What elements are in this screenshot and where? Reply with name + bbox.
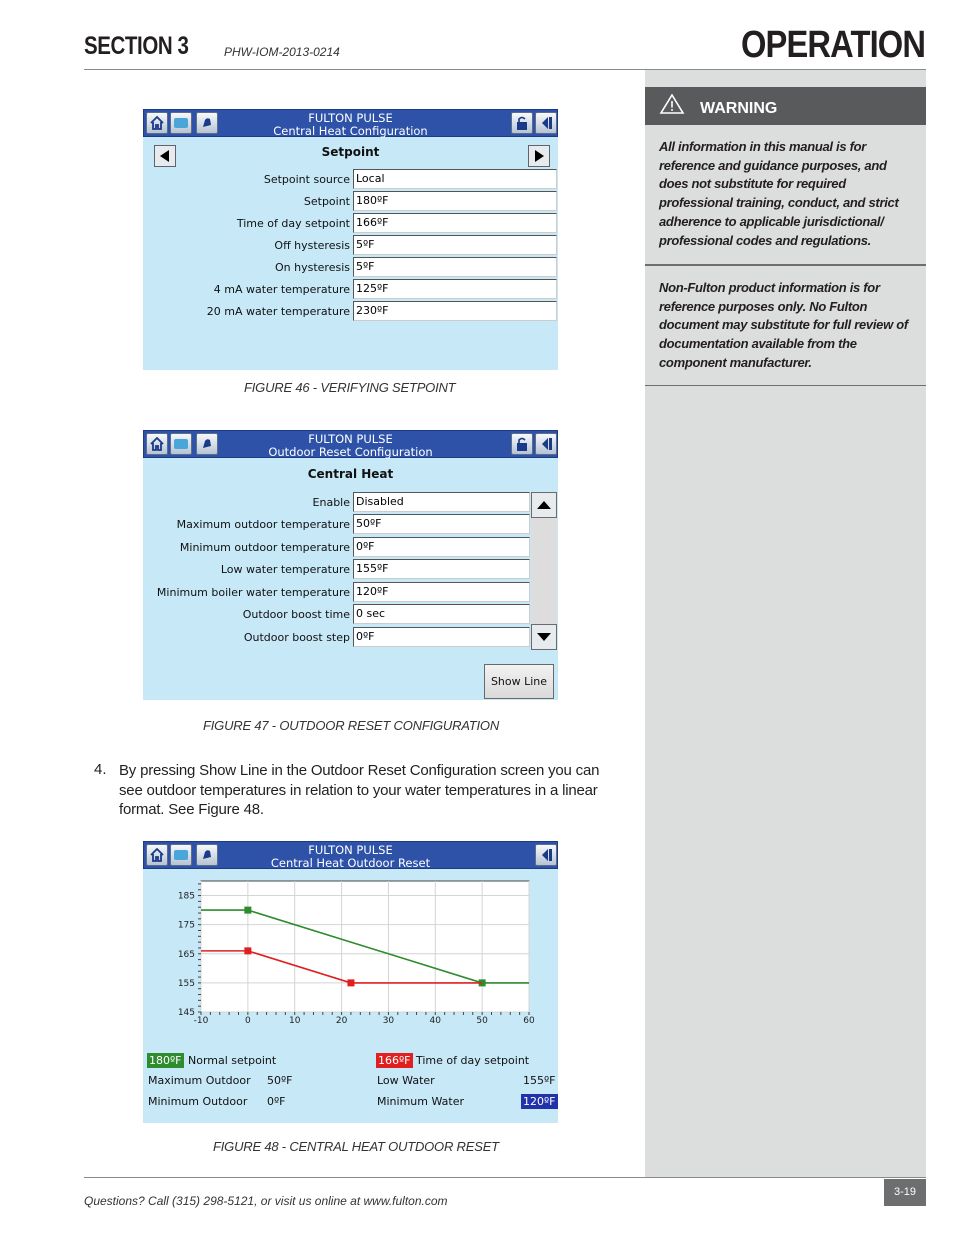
x-tick-label: 30 [382, 1016, 395, 1026]
x-tick-label: 40 [429, 1016, 442, 1026]
outdoor-reset-chart [171, 877, 535, 1029]
warning-banner [645, 87, 926, 125]
legend-value: 50ºF [267, 1074, 293, 1087]
setting-value-field[interactable]: 125ºF [353, 279, 557, 299]
figure-caption: FIGURE 47 - OUTDOOR RESET CONFIGURATION [203, 718, 500, 733]
warning-text: All information in this manual is for reference and guidance purposes, and does not substitute for required professional training, conduct, and strict adherence to applicable jurisdictional/ professional codes and regulations. [659, 139, 899, 248]
figure-48-screen [143, 841, 558, 1123]
screen-title-line-1: FULTON PULSE [308, 111, 393, 125]
min-water-value: 120ºF [523, 1095, 556, 1108]
back-icon[interactable] [535, 112, 557, 134]
legend-value: 0ºF [267, 1095, 286, 1108]
figure-caption: FIGURE 48 - CENTRAL HEAT OUTDOOR RESET [213, 1139, 499, 1154]
x-tick-label: -10 [193, 1016, 209, 1026]
x-tick-label: 0 [244, 1016, 251, 1026]
warning-label: WARNING [700, 100, 778, 117]
back-icon[interactable] [535, 433, 557, 455]
setting-value-field[interactable]: 180ºF [353, 191, 557, 211]
legend-label: Low Water [377, 1074, 435, 1087]
setting-label: On hysteresis [275, 261, 350, 274]
setting-value-field[interactable]: Local [353, 169, 557, 189]
setting-value-field[interactable]: 0ºF [353, 627, 530, 647]
x-tick-label: 10 [288, 1016, 301, 1026]
x-tick-label: 20 [335, 1016, 348, 1026]
legend-label: Normal setpoint [188, 1054, 277, 1067]
lock-icon[interactable] [511, 112, 533, 134]
sidebar-divider [645, 385, 926, 386]
y-tick-label: 165 [177, 949, 195, 960]
y-tick-label: 175 [177, 920, 195, 931]
figure-caption: FIGURE 46 - VERIFYING SETPOINT [244, 380, 456, 395]
x-tick-label: 50 [476, 1016, 488, 1026]
screen-title-line-2: Central Heat Configuration [273, 124, 428, 138]
y-tick-label: 185 [177, 891, 195, 902]
screen-titlebar [143, 109, 558, 137]
setting-value-field[interactable]: 5ºF [353, 257, 557, 277]
setting-value-field[interactable]: 120ºF [353, 582, 530, 602]
y-tick-label: 155 [177, 978, 195, 989]
sidebar-divider [645, 264, 926, 266]
figure-47-screen [143, 430, 558, 700]
lock-icon[interactable] [511, 433, 533, 455]
normal-setpoint-swatch: 180ºF [149, 1054, 182, 1067]
tod-setpoint-swatch: 166ºF [378, 1054, 411, 1067]
note-text: Non-Fulton product information is for reference purposes only. No Fulton document may substitute for full review of documentation available from the component manufacturer. [659, 280, 908, 370]
scroll-up-button[interactable] [531, 492, 557, 518]
setting-label: Enable [312, 496, 350, 509]
setting-label: Low water temperature [220, 563, 350, 576]
show-line-button[interactable]: Show Line [484, 664, 554, 699]
setting-label: Outdoor boost step [243, 631, 350, 644]
next-page-button[interactable] [528, 145, 550, 167]
screen-heading: Central Heat [307, 467, 394, 481]
screen-titlebar [143, 841, 558, 869]
screen-title-line-1: FULTON PULSE [308, 432, 393, 446]
legend-label: Maximum Outdoor [148, 1074, 251, 1087]
setting-label: Setpoint source [263, 173, 350, 186]
scroll-down-button[interactable] [531, 624, 557, 650]
screen-title-line-2: Outdoor Reset Configuration [268, 445, 433, 459]
step-text: By pressing Show Line in the Outdoor Reset Configuration screen you can see outdoor temperatures in relation to your water temperatures in a linear format. See Figure 48. [119, 762, 600, 818]
setting-label: Maximum outdoor temperature [176, 518, 350, 531]
figure-46-screen [143, 109, 558, 370]
setting-label: Off hysteresis [274, 239, 350, 252]
setting-label: Setpoint [303, 195, 350, 208]
setting-value-field[interactable]: 155ºF [353, 559, 530, 579]
setting-label: Outdoor boost time [242, 608, 350, 621]
screen-title-line-2: Central Heat Outdoor Reset [270, 856, 431, 870]
legend-value: 155ºF [523, 1074, 556, 1087]
section-label: SECTION 3 [84, 32, 189, 60]
setting-label: Minimum outdoor temperature [179, 541, 350, 554]
setting-value-field[interactable]: 5ºF [353, 235, 557, 255]
y-tick-label: 145 [177, 1008, 195, 1018]
data-point [244, 907, 251, 914]
data-point [244, 947, 251, 954]
setting-value-field[interactable]: 0ºF [353, 537, 530, 557]
screen-heading: Setpoint [321, 145, 380, 159]
setting-value-field[interactable]: 50ºF [353, 514, 530, 534]
setting-label: 20 mA water temperature [206, 305, 350, 318]
document-id: PHW-IOM-2013-0214 [224, 45, 340, 59]
legend-label: Time of day setpoint [416, 1054, 530, 1067]
setting-label: 4 mA water temperature [213, 283, 350, 296]
screen-title-line-1: FULTON PULSE [308, 843, 393, 857]
setting-label: Minimum boiler water temperature [156, 586, 350, 599]
x-tick-label: 60 [523, 1016, 535, 1026]
setting-label: Time of day setpoint [236, 217, 350, 230]
legend-label: Minimum Water [377, 1095, 464, 1108]
page-number: 3-19 [884, 1179, 926, 1206]
setting-value-field[interactable]: 230ºF [353, 301, 557, 321]
footer-divider [84, 1177, 926, 1178]
setting-value-field[interactable]: 166ºF [353, 213, 557, 233]
back-icon[interactable] [535, 844, 557, 866]
scrollbar[interactable] [531, 492, 557, 650]
screen-titlebar [143, 430, 558, 458]
setting-value-field[interactable]: Disabled [353, 492, 530, 512]
data-point [347, 979, 354, 986]
warning-icon [659, 93, 685, 120]
setting-value-field[interactable]: 0 sec [353, 604, 530, 624]
legend-label: Minimum Outdoor [148, 1095, 248, 1108]
footer-contact: Questions? Call (315) 298-5121, or visit us online at www.fulton.com [84, 1194, 448, 1208]
step-number: 4. [94, 761, 107, 778]
page-title: OPERATION [740, 24, 925, 66]
